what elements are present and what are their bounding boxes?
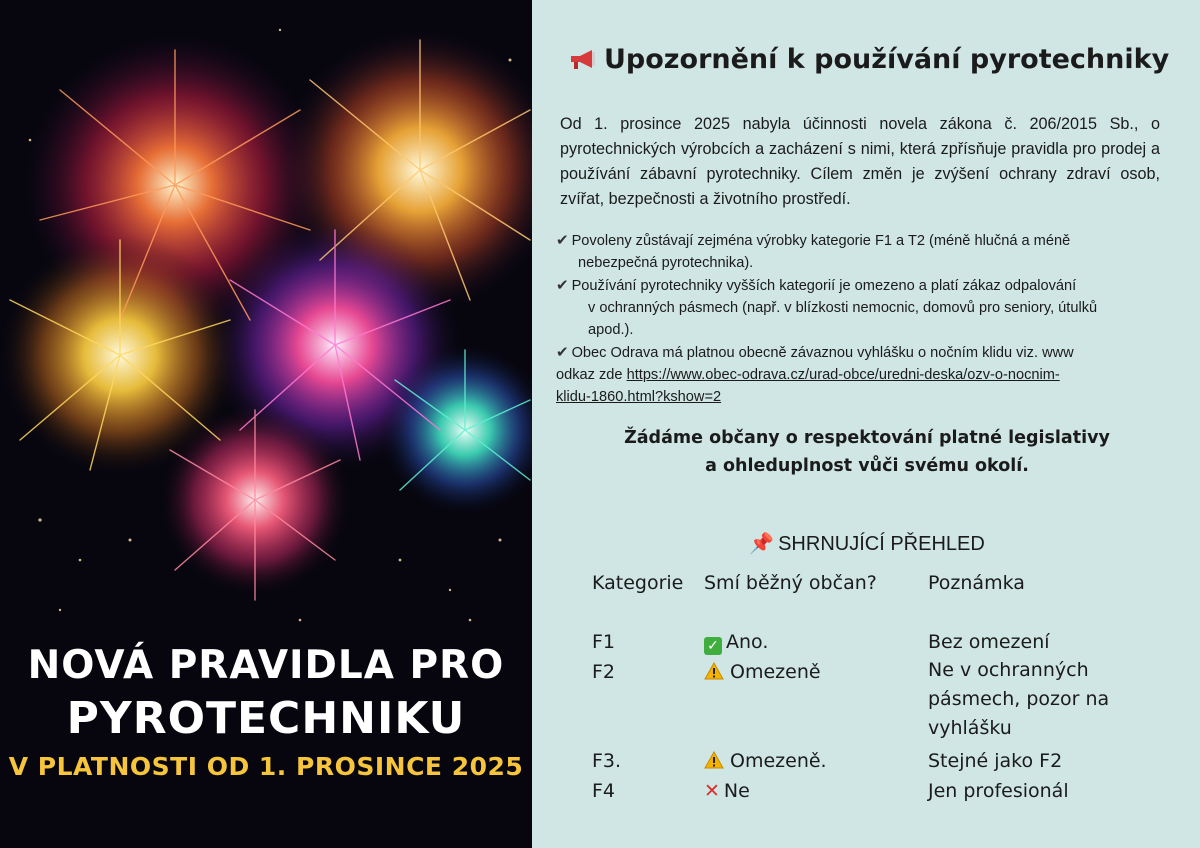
row-note: Stejné jako F2 (928, 750, 1063, 772)
notice-heading-text: Upozornění k používání pyrotechniky (604, 44, 1170, 75)
rule-item (556, 274, 1166, 341)
rule-text: Obec Odrava má platnou obecně závaznou vyhlášku o nočním klidu viz. www (571, 345, 1074, 361)
rule-item (556, 229, 1166, 274)
notice-panel (532, 0, 1200, 848)
row-category: F2 (592, 661, 616, 683)
header-category: Kategorie (592, 572, 684, 594)
cross-icon: ✕ (704, 780, 720, 802)
poster-title-line1: NOVÁ PRAVIDLA PRO (27, 643, 505, 688)
row-allowed (704, 631, 768, 655)
header-note: Poznámka (928, 572, 1025, 594)
row-category: F3. (592, 750, 622, 772)
rule-item (556, 341, 1166, 408)
rule-text: Používání pyrotechniky vyšších kategorií je omezeno a platí zákaz odpalování (571, 278, 1077, 294)
rule-text-cont: nebezpečná pyrotechnika). (578, 255, 754, 271)
header-allowed: Smí běžný občan? (704, 572, 877, 594)
row-allowed-text: Omezeně. (730, 750, 827, 772)
checkmark-icon: ✔ (556, 276, 569, 294)
rules-list (556, 229, 1166, 408)
ozv-link[interactable]: https://www.obec-odrava.cz/urad-obce/uredni-deska/ozv-o-nocnim- (626, 367, 1060, 383)
poster-subtitle: V PLATNOSTI OD 1. PROSINCE 2025 (8, 752, 524, 781)
check-icon: ✓ (704, 637, 722, 655)
row-note: Ne v ochranných pásmech, pozor na vyhlášku (928, 659, 1110, 739)
appeal-line2: a ohleduplnost vůči svému okolí. (705, 456, 1029, 476)
summary-title-text: SHRNUJÍCÍ PŘEHLED (778, 533, 985, 555)
row-allowed (704, 750, 827, 772)
notice-heading (568, 44, 1168, 75)
checkmark-icon: ✔ (556, 231, 569, 249)
intro-paragraph: Od 1. prosince 2025 nabyla účinnosti novela zákona č. 206/2015 Sb., o pyrotechnických výrobcích a zacházení s nimi, která zpřísňuje pravidla pro prodej a používání zábavní pyrotechniky. Cílem změn je zvýšení ochrany zdraví osob, zvířat, bezpečnosti a životního prostředí. (560, 115, 1160, 208)
pushpin-icon: 📌 (749, 533, 775, 555)
warning-icon (704, 662, 724, 680)
row-allowed (704, 661, 821, 683)
warning-icon (704, 751, 724, 769)
rule-text-cont: v ochranných pásmech (např. v blízkosti nemocnic, domovů pro seniory, útulků (588, 300, 1098, 316)
appeal (562, 424, 1172, 480)
row-category: F4 (592, 780, 616, 802)
rule-text-cont: apod.). (588, 322, 634, 338)
row-note: Bez omezení (928, 631, 1050, 653)
row-allowed (704, 780, 750, 802)
row-allowed-text: Ano. (726, 631, 769, 653)
poster-title-line2: PYROTECHNIKU (66, 693, 466, 744)
summary-title (562, 531, 1172, 556)
megaphone-icon (568, 48, 598, 70)
row-allowed-text: Omezeně (730, 661, 821, 683)
ozv-link-cont[interactable]: klidu-1860.html?kshow=2 (556, 389, 722, 405)
appeal-line1: Žádáme občany o respektování platné legislativy (624, 428, 1110, 448)
row-category: F1 (592, 631, 616, 653)
fireworks-poster (0, 0, 532, 848)
checkmark-icon: ✔ (556, 343, 569, 361)
row-note: Jen profesionál (928, 780, 1069, 802)
rule-text: Povoleny zůstávají zejména výrobky kategorie F1 a T2 (méně hlučná a méně (571, 233, 1071, 249)
row-allowed-text: Ne (723, 780, 750, 802)
rule-link-prefix: odkaz zde (556, 367, 623, 383)
